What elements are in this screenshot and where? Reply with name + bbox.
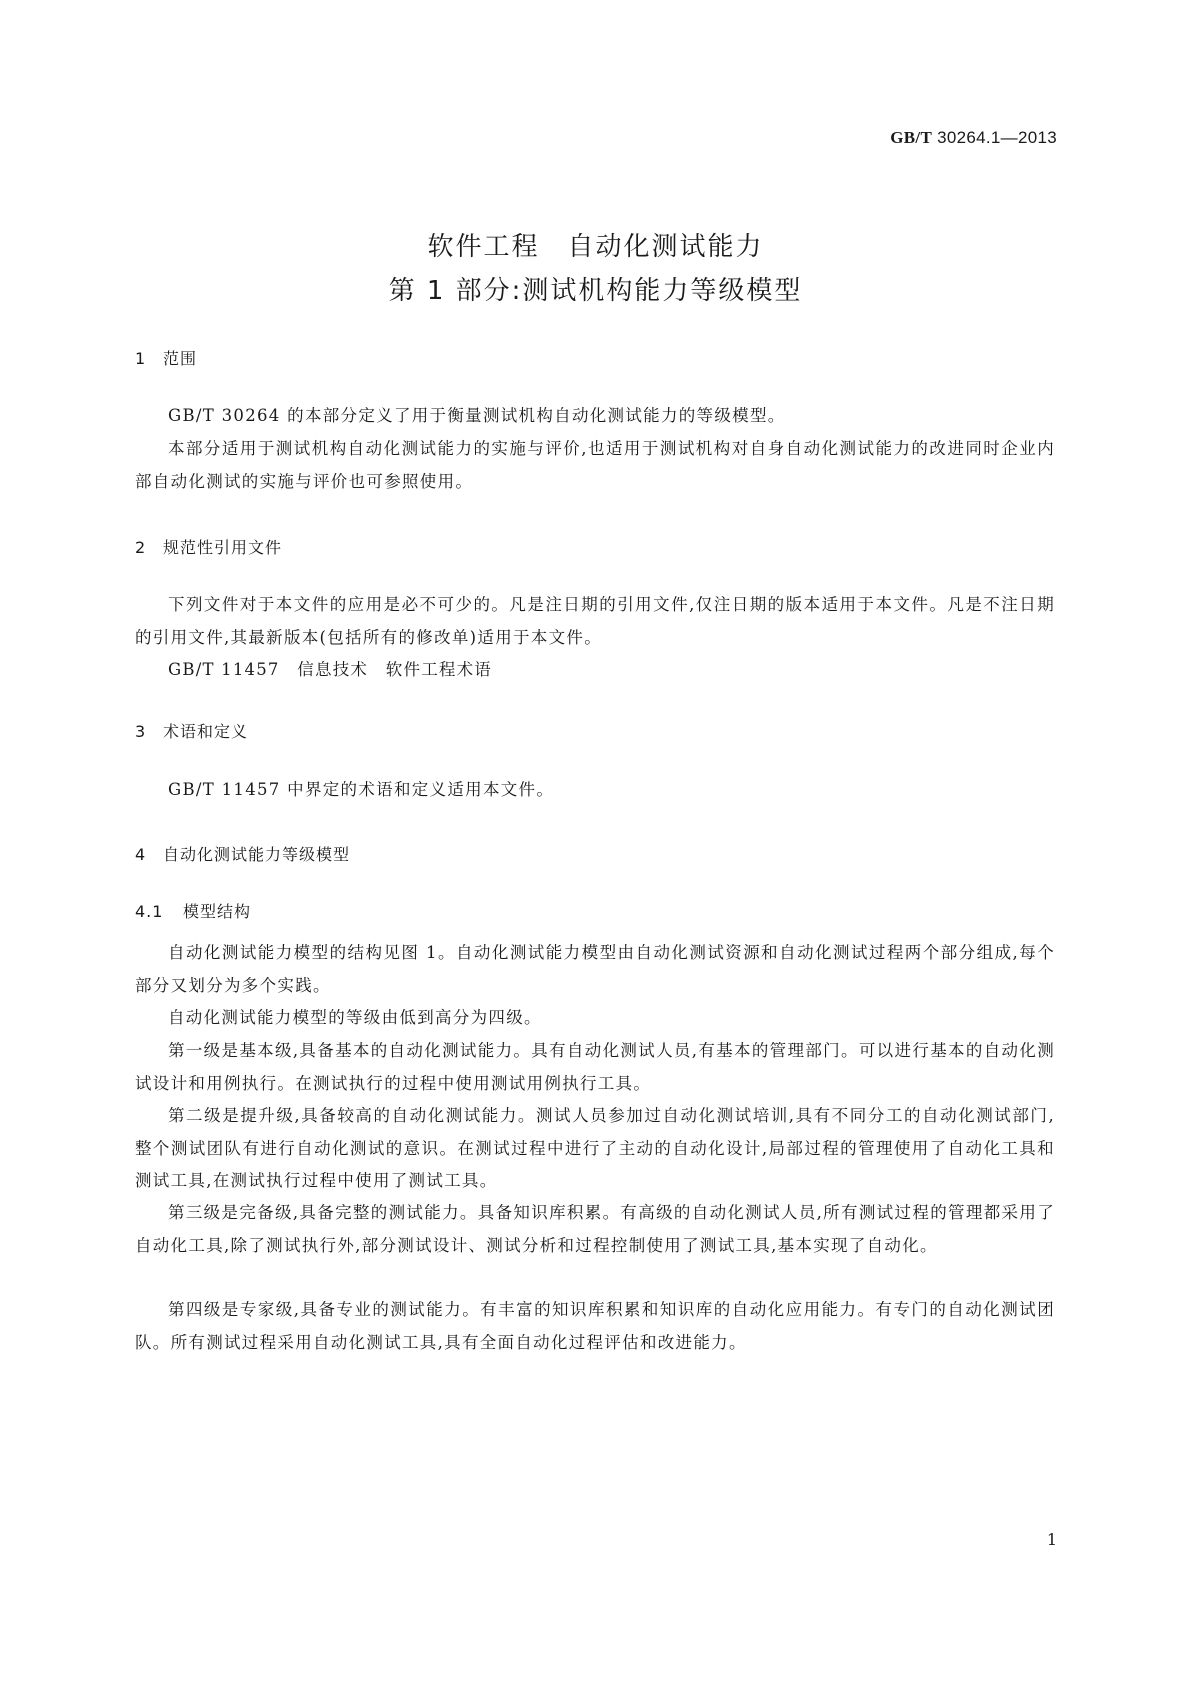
paragraph: 下列文件对于本文件的应用是必不可少的。凡是注日期的引用文件,仅注日期的版本适用于本文件。凡是不注日期的引用文件,其最新版本(包括所有的修改单)适用于本文件。 <box>135 595 1055 647</box>
section-number: 1 <box>135 349 147 368</box>
paragraph: 第二级是提升级,具备较高的自动化测试能力。测试人员参加过自动化测试培训,具有不同分工的自动化测试部门,整个测试团队有进行自动化测试的意识。在测试过程中进行了主动的自动化设计,局部过程的管理使用了自动化工具和测试工具,在测试执行过程中使用了测试工具。 <box>135 1106 1055 1190</box>
page-number: 1 <box>1046 1530 1057 1549</box>
section-2-heading <box>135 535 282 558</box>
section-title: 自动化测试能力等级模型 <box>163 845 351 864</box>
normative-reference: GB/T 11457 信息技术 软件工程术语 <box>168 660 493 679</box>
section-title: 模型结构 <box>183 902 252 921</box>
section-4-1-heading <box>135 899 251 922</box>
section-3-heading <box>135 719 248 742</box>
document-title <box>0 225 1191 313</box>
section-number: 4.1 <box>135 902 164 921</box>
paragraph: 自动化测试能力模型的结构见图 1。自动化测试能力模型由自动化测试资源和自动化测试过程两个部分组成,每个部分又划分为多个实践。 <box>135 943 1055 995</box>
standard-number <box>890 128 1057 148</box>
title-line-1: 软件工程 自动化测试能力 <box>427 232 764 262</box>
paragraph: 第四级是专家级,具备专业的测试能力。有丰富的知识库积累和知识库的自动化应用能力。有专门的自动化测试团队。所有测试过程采用自动化测试工具,具有全面自动化过程评估和改进能力。 <box>135 1300 1055 1352</box>
paragraph: 第一级是基本级,具备基本的自动化测试能力。具有自动化测试人员,有基本的管理部门。可以进行基本的自动化测试设计和用例执行。在测试执行的过程中使用测试用例执行工具。 <box>135 1041 1055 1093</box>
section-title: 范围 <box>163 349 198 368</box>
section-title: 规范性引用文件 <box>163 538 283 557</box>
section-number: 3 <box>135 722 147 741</box>
section-4-heading <box>135 842 350 865</box>
title-line-2: 第 1 部分:测试机构能力等级模型 <box>388 276 803 306</box>
standard-prefix: GB/T <box>890 128 933 147</box>
section-number: 4 <box>135 845 147 864</box>
paragraph: 自动化测试能力模型的等级由低到高分为四级。 <box>168 1008 542 1027</box>
paragraph: 第三级是完备级,具备完整的测试能力。具备知识库积累。有高级的自动化测试人员,所有测试过程的管理都采用了自动化工具,除了测试执行外,部分测试设计、测试分析和过程控制使用了测试工具,基本实现了自动化。 <box>135 1203 1055 1255</box>
standard-code: 30264.1—2013 <box>937 128 1057 147</box>
section-1-heading <box>135 346 197 369</box>
section-number: 2 <box>135 538 147 557</box>
paragraph: GB/T 30264 的本部分定义了用于衡量测试机构自动化测试能力的等级模型。 <box>168 406 786 425</box>
paragraph: GB/T 11457 中界定的术语和定义适用本文件。 <box>168 780 555 799</box>
section-title: 术语和定义 <box>163 722 249 741</box>
paragraph: 本部分适用于测试机构自动化测试能力的实施与评价,也适用于测试机构对自身自动化测试能力的改进同时企业内部自动化测试的实施与评价也可参照使用。 <box>135 439 1055 491</box>
